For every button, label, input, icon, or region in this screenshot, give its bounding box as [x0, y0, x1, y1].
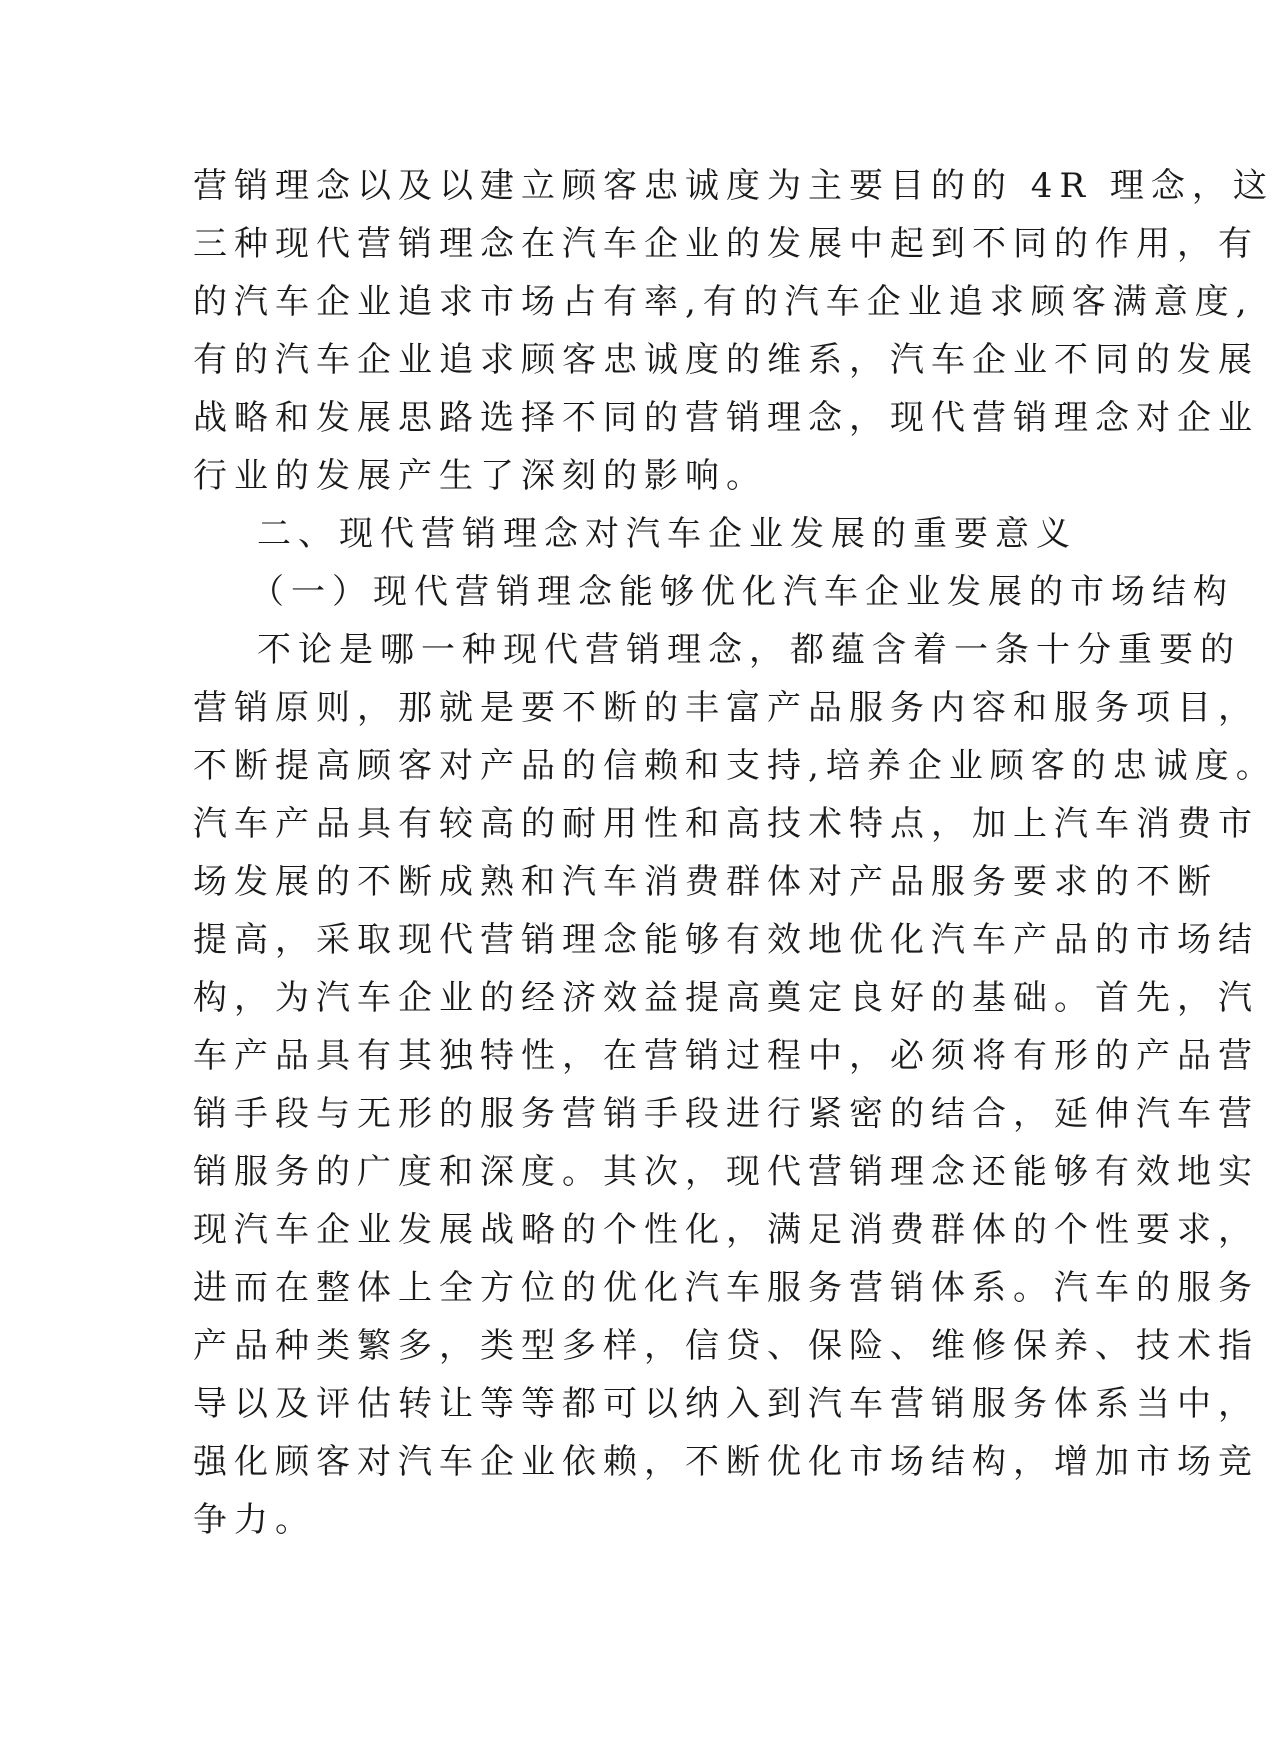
paragraph-line: 有的汽车企业追求顾客忠诚度的维系，汽车企业不同的发展 — [193, 340, 1259, 380]
paragraph-line: 强化顾客对汽车企业依赖，不断优化市场结构，增加市场竞 — [193, 1442, 1259, 1482]
section-heading: 二、现代营销理念对汽车企业发展的重要意义 — [257, 514, 1077, 554]
paragraph-line: 争力。 — [193, 1500, 316, 1540]
paragraph-line: 销服务的广度和深度。其次，现代营销理念还能够有效地实 — [193, 1152, 1259, 1192]
paragraph-line: 不论是哪一种现代营销理念，都蕴含着一条十分重要的 — [257, 630, 1241, 670]
paragraph-line: 营销原则，那就是要不断的丰富产品服务内容和服务项目， — [193, 688, 1259, 728]
paragraph-line: 现汽车企业发展战略的个性化，满足消费群体的个性要求， — [193, 1210, 1259, 1250]
paragraph-line: 三种现代营销理念在汽车企业的发展中起到不同的作用，有 — [193, 224, 1259, 264]
paragraph-line: 行业的发展产生了深刻的影响。 — [193, 456, 767, 496]
paragraph-line: 销手段与无形的服务营销手段进行紧密的结合，延伸汽车营 — [193, 1094, 1259, 1134]
paragraph-line: 战略和发展思路选择不同的营销理念，现代营销理念对企业 — [193, 398, 1259, 438]
paragraph-line: 进而在整体上全方位的优化汽车服务营销体系。汽车的服务 — [193, 1268, 1259, 1308]
paragraph-line: 汽车产品具有较高的耐用性和高技术特点，加上汽车消费市 — [193, 804, 1259, 844]
paragraph-line: 营销理念以及以建立顾客忠诚度为主要目的的 4R 理念，这 — [193, 166, 1274, 206]
paragraph-line: 提高，采取现代营销理念能够有效地优化汽车产品的市场结 — [193, 920, 1259, 960]
paragraph-line: 导以及评估转让等等都可以纳入到汽车营销服务体系当中， — [193, 1384, 1259, 1424]
subsection-heading: （一）现代营销理念能够优化汽车企业发展的市场结构 — [250, 572, 1234, 612]
paragraph-line: 不断提高顾客对产品的信赖和支持,培养企业顾客的忠诚度。 — [193, 746, 1277, 786]
paragraph-line: 产品种类繁多，类型多样，信贷、保险、维修保养、技术指 — [193, 1326, 1259, 1366]
paragraph-line: 构，为汽车企业的经济效益提高奠定良好的基础。首先，汽 — [193, 978, 1259, 1018]
paragraph-line: 车产品具有其独特性，在营销过程中，必须将有形的产品营 — [193, 1036, 1259, 1076]
paragraph-line: 场发展的不断成熟和汽车消费群体对产品服务要求的不断 — [193, 862, 1218, 902]
paragraph-line: 的汽车企业追求市场占有率,有的汽车企业追求顾客满意度, — [193, 282, 1254, 322]
